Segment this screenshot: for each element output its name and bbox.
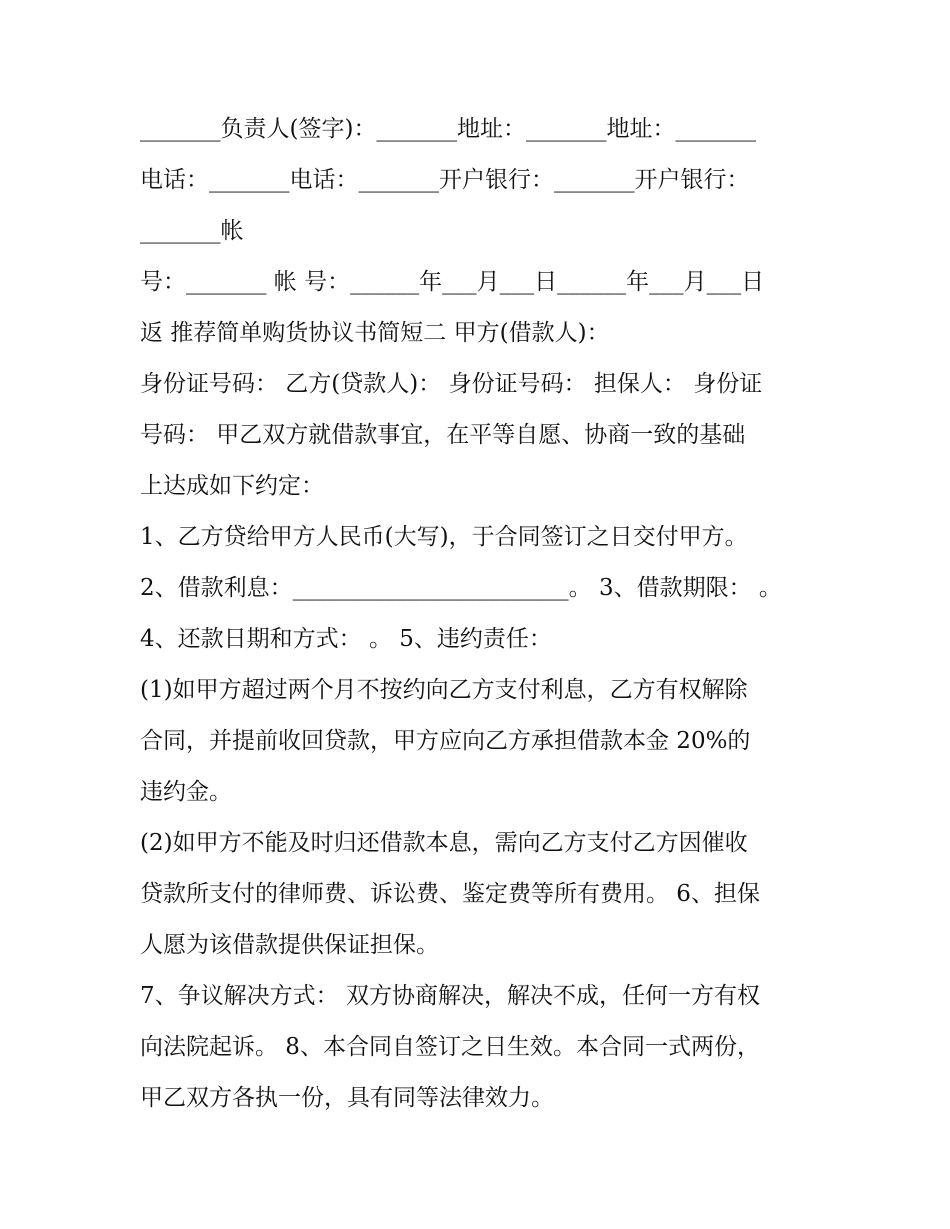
agreement-intro-line: 号码： 甲乙双方就借款事宜，在平等自愿、协商一致的基础: [140, 422, 746, 448]
id-number-line: 身份证号码： 乙方(贷款人)： 身份证号码： 担保人： 身份证: [140, 371, 763, 397]
account-date-line: 号：_______ 帐 号：______年___月___日______年___月___日: [140, 269, 765, 295]
clause-5-2-line: (2)如甲方不能及时归还借款本息，需向乙方支付乙方因催收: [140, 830, 748, 856]
clause-1-line: 1、乙方贷给甲方人民币(大写)，于合同签订之日交付甲方。: [140, 524, 748, 550]
clause-5-1-end-line: 违约金。: [140, 779, 232, 805]
account-line-start: _______帐: [140, 218, 244, 244]
document-body: [140, 104, 820, 1124]
clause-7-line: 7、争议解决方式： 双方协商解决，解决不成，任何一方有权: [140, 983, 760, 1009]
clause-6-end-line: 人愿为该借款提供保证担保。: [140, 932, 439, 958]
signature-address-line: _______负责人(签字)：_______地址：_______地址：_______: [140, 116, 756, 142]
phone-bank-line: 电话：_______电话：_______开户银行：_______开户银行：: [140, 167, 750, 193]
agreement-intro-end-line: 上达成如下约定：: [140, 473, 324, 499]
clause-7-8-line: 向法院起诉。 8、本合同自签订之日生效。本合同一式两份，: [140, 1034, 760, 1060]
clause-5-2-cont-line: 贷款所支付的律师费、诉讼费、鉴定费等所有费用。 6、担保: [140, 881, 760, 907]
clause-2-3-line: 2、借款利息：________________________。 3、借款期限： 。: [140, 575, 782, 601]
clause-5-1-cont-line: 合同，并提前收回贷款，甲方应向乙方承担借款本金 20%的: [140, 728, 751, 754]
clause-8-end-line: 甲乙双方各执一份，具有同等法律效力。: [140, 1085, 554, 1111]
agreement-title-line: 返 推荐简单购货协议书简短二 甲方(借款人)：: [140, 320, 610, 346]
clause-5-1-line: (1)如甲方超过两个月不按约向乙方支付利息，乙方有权解除: [140, 677, 748, 703]
clause-4-5-line: 4、还款日期和方式： 。 5、违约责任：: [140, 626, 552, 652]
